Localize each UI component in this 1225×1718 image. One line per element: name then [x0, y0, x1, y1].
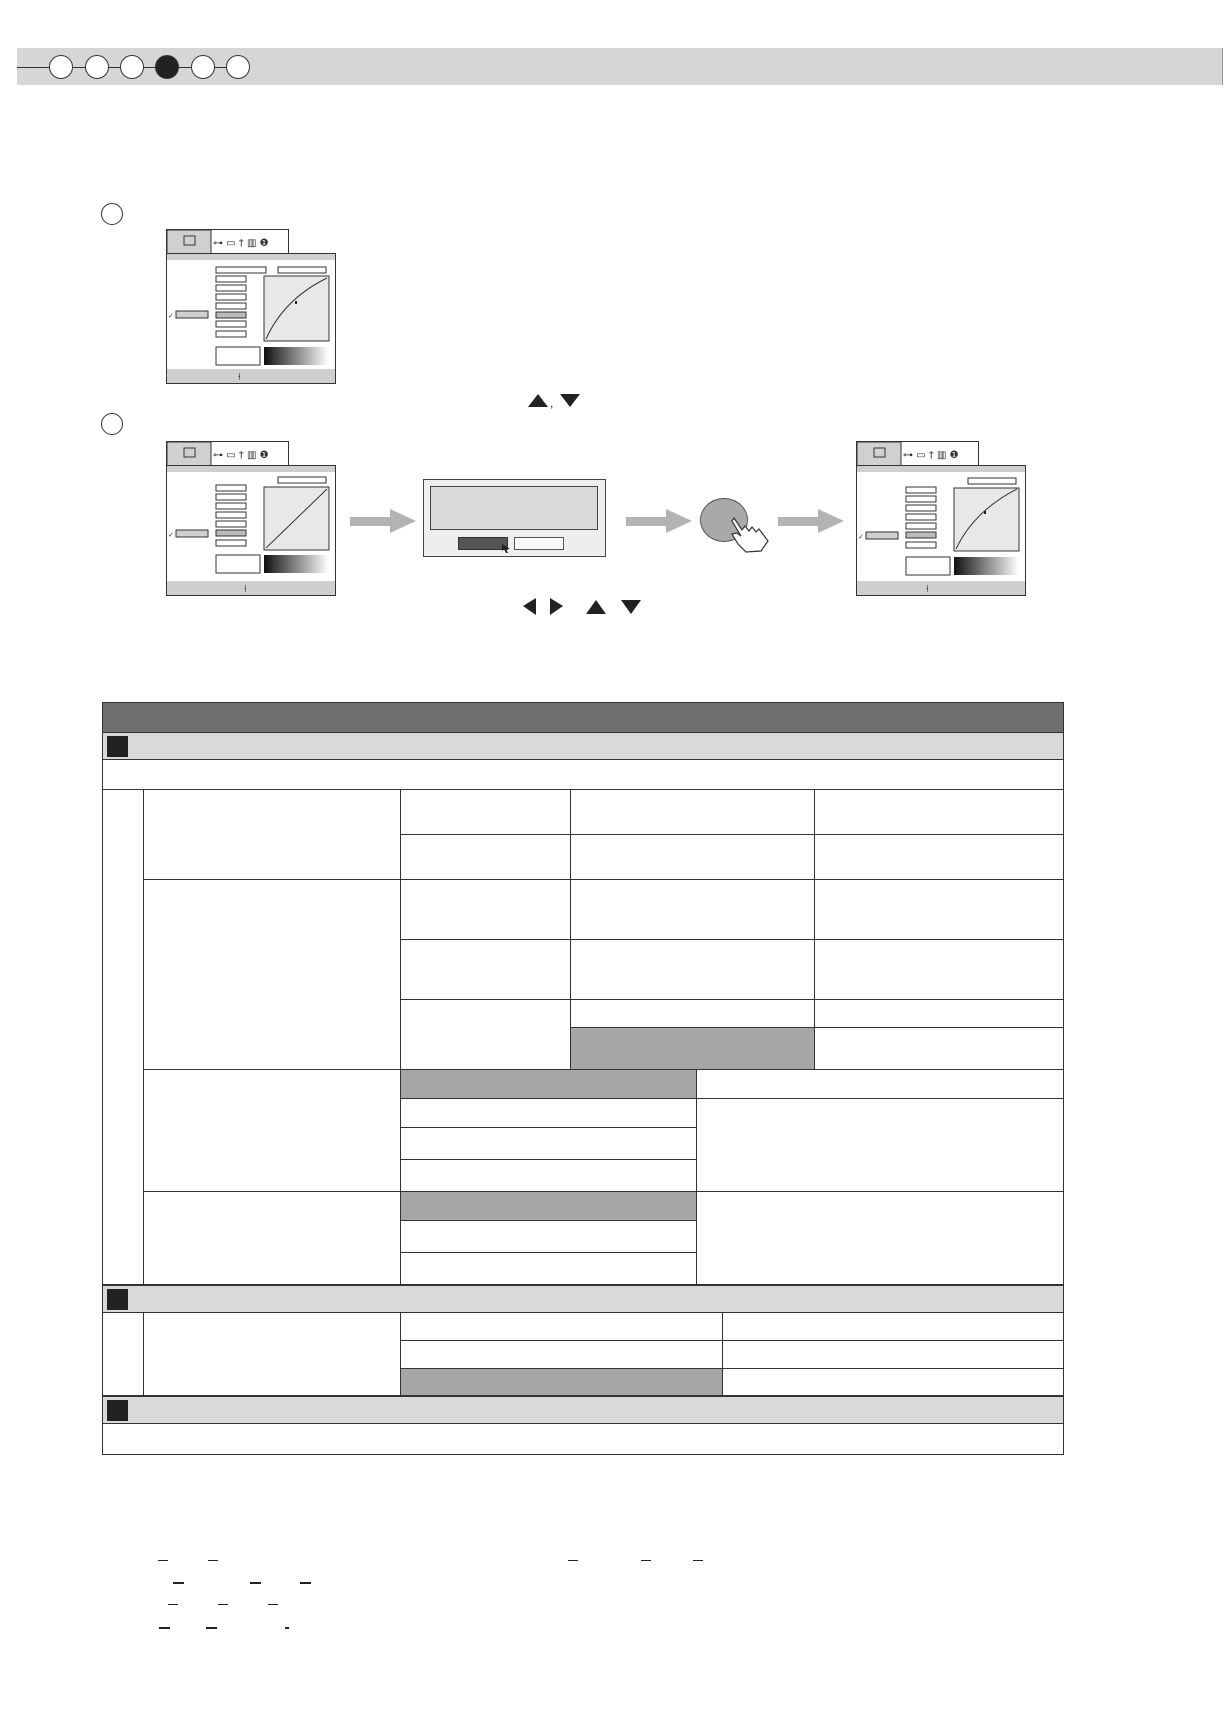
- table-cell: [401, 835, 571, 880]
- row-group-d-label: [144, 1192, 401, 1285]
- up-down-nav-icons: [526, 391, 596, 411]
- menu-tab-icons: ⊶ ▭ † ▥ ❶: [213, 238, 269, 249]
- table-cell: [697, 1192, 1063, 1285]
- step-marker-1: [101, 203, 123, 225]
- svg-text:⍿: ⍿: [244, 584, 247, 595]
- confirm-dialog: [423, 479, 606, 557]
- table-cell: [401, 1253, 697, 1285]
- dialog-yes-button[interactable]: [458, 537, 508, 550]
- table-title-row: [103, 703, 1063, 733]
- table-cell: [571, 790, 815, 835]
- step-indicator-3: [120, 55, 144, 79]
- svg-text:✓: ✓: [858, 534, 864, 541]
- table-cell: [815, 880, 1063, 940]
- up-arrow-icon: [586, 600, 606, 614]
- menu-screen-gamma-2: [166, 441, 336, 596]
- table-cell: [401, 1099, 697, 1128]
- hand-press-icon: [728, 514, 773, 554]
- menu-screen-gamma-3: [856, 441, 1026, 596]
- note-mark: [268, 1604, 278, 1605]
- section-marker-1: [107, 736, 128, 757]
- section-row-1: [103, 732, 1063, 760]
- table-cell: [815, 1028, 1063, 1070]
- down-arrow-icon: [621, 600, 641, 614]
- svg-text:⊶ ▭ † ▥ ❶: ⊶ ▭ † ▥ ❶: [903, 450, 959, 461]
- section-2-side-column: [103, 1313, 144, 1396]
- svg-text:⊶ ▭ † ▥ ❶: ⊶ ▭ † ▥ ❶: [213, 450, 269, 461]
- step-indicator-6: [226, 55, 250, 79]
- note-mark: [159, 1627, 170, 1629]
- table-cell: [571, 1000, 815, 1028]
- note-mark: [693, 1560, 703, 1561]
- note-mark: [206, 1627, 217, 1629]
- section-row-3: [103, 1396, 1063, 1424]
- svg-text:⍿: ⍿: [926, 584, 929, 595]
- menu-screen-gamma-1: [166, 229, 336, 384]
- table-cell: [815, 1000, 1063, 1028]
- table-cell: [401, 1000, 571, 1070]
- table-cell: [401, 1221, 697, 1253]
- step-indicator-2: [85, 55, 109, 79]
- svg-text:✓: ✓: [168, 532, 174, 539]
- left-right-up-down-nav-icons: [520, 596, 645, 618]
- table-cell: [697, 1070, 1063, 1099]
- table-cell-highlighted: [401, 1192, 697, 1221]
- table-cell-highlighted: [571, 1028, 815, 1070]
- note-mark: [158, 1560, 168, 1561]
- note-mark: [173, 1582, 184, 1584]
- settings-table: [102, 702, 1064, 1455]
- note-mark: [250, 1582, 261, 1584]
- up-arrow-icon: [528, 394, 548, 407]
- step-indicator-1: [49, 55, 73, 79]
- flow-arrow-3: [778, 508, 846, 534]
- note-mark: [208, 1560, 218, 1561]
- svg-text:,: ,: [550, 396, 554, 410]
- row-group-b-label: [144, 880, 401, 1070]
- cursor-icon: [502, 544, 512, 554]
- table-cell: [815, 790, 1063, 835]
- row-group-a-label: [144, 790, 401, 880]
- flow-arrow-1: [350, 508, 418, 534]
- table-cell: [401, 1341, 723, 1369]
- flow-arrow-2: [626, 508, 694, 534]
- row-group-c-label: [144, 1070, 401, 1192]
- table-cell: [401, 880, 571, 940]
- table-cell: [815, 940, 1063, 1000]
- section-row-2: [103, 1285, 1063, 1313]
- section-1-side-column: [103, 790, 144, 1285]
- note-mark: [300, 1582, 311, 1584]
- note-mark: [168, 1604, 178, 1605]
- table-cell: [401, 1128, 697, 1160]
- step-indicator-4: [155, 55, 179, 79]
- table-cell: [571, 835, 815, 880]
- dialog-message-area: [430, 486, 598, 530]
- down-arrow-icon: [560, 394, 580, 407]
- note-mark: [218, 1604, 228, 1605]
- table-cell: [571, 940, 815, 1000]
- step-indicator-5: [191, 55, 215, 79]
- table-cell: [723, 1313, 1063, 1341]
- section-marker-3: [107, 1400, 128, 1421]
- svg-text:⍿: ⍿: [238, 372, 241, 383]
- table-cell: [401, 1160, 697, 1192]
- dialog-no-button[interactable]: [514, 537, 564, 550]
- right-arrow-icon: [550, 598, 563, 615]
- row-group-e-label: [144, 1313, 401, 1396]
- section-3-description: [103, 1424, 1063, 1453]
- table-cell: [401, 790, 571, 835]
- svg-text:✓: ✓: [168, 313, 174, 320]
- table-cell-highlighted: [401, 1369, 723, 1396]
- table-cell: [723, 1341, 1063, 1369]
- section-1-description: [103, 760, 1063, 790]
- note-mark: [285, 1627, 289, 1629]
- table-cell: [401, 940, 571, 1000]
- table-cell-highlighted: [401, 1070, 697, 1099]
- note-mark: [641, 1560, 651, 1561]
- table-cell: [815, 835, 1063, 880]
- step-marker-2: [101, 413, 123, 435]
- section-marker-2: [107, 1289, 128, 1310]
- table-cell: [723, 1369, 1063, 1396]
- table-cell: [697, 1099, 1063, 1192]
- left-arrow-icon: [523, 598, 536, 615]
- table-cell: [571, 880, 815, 940]
- note-mark: [568, 1560, 578, 1561]
- table-cell: [401, 1313, 723, 1341]
